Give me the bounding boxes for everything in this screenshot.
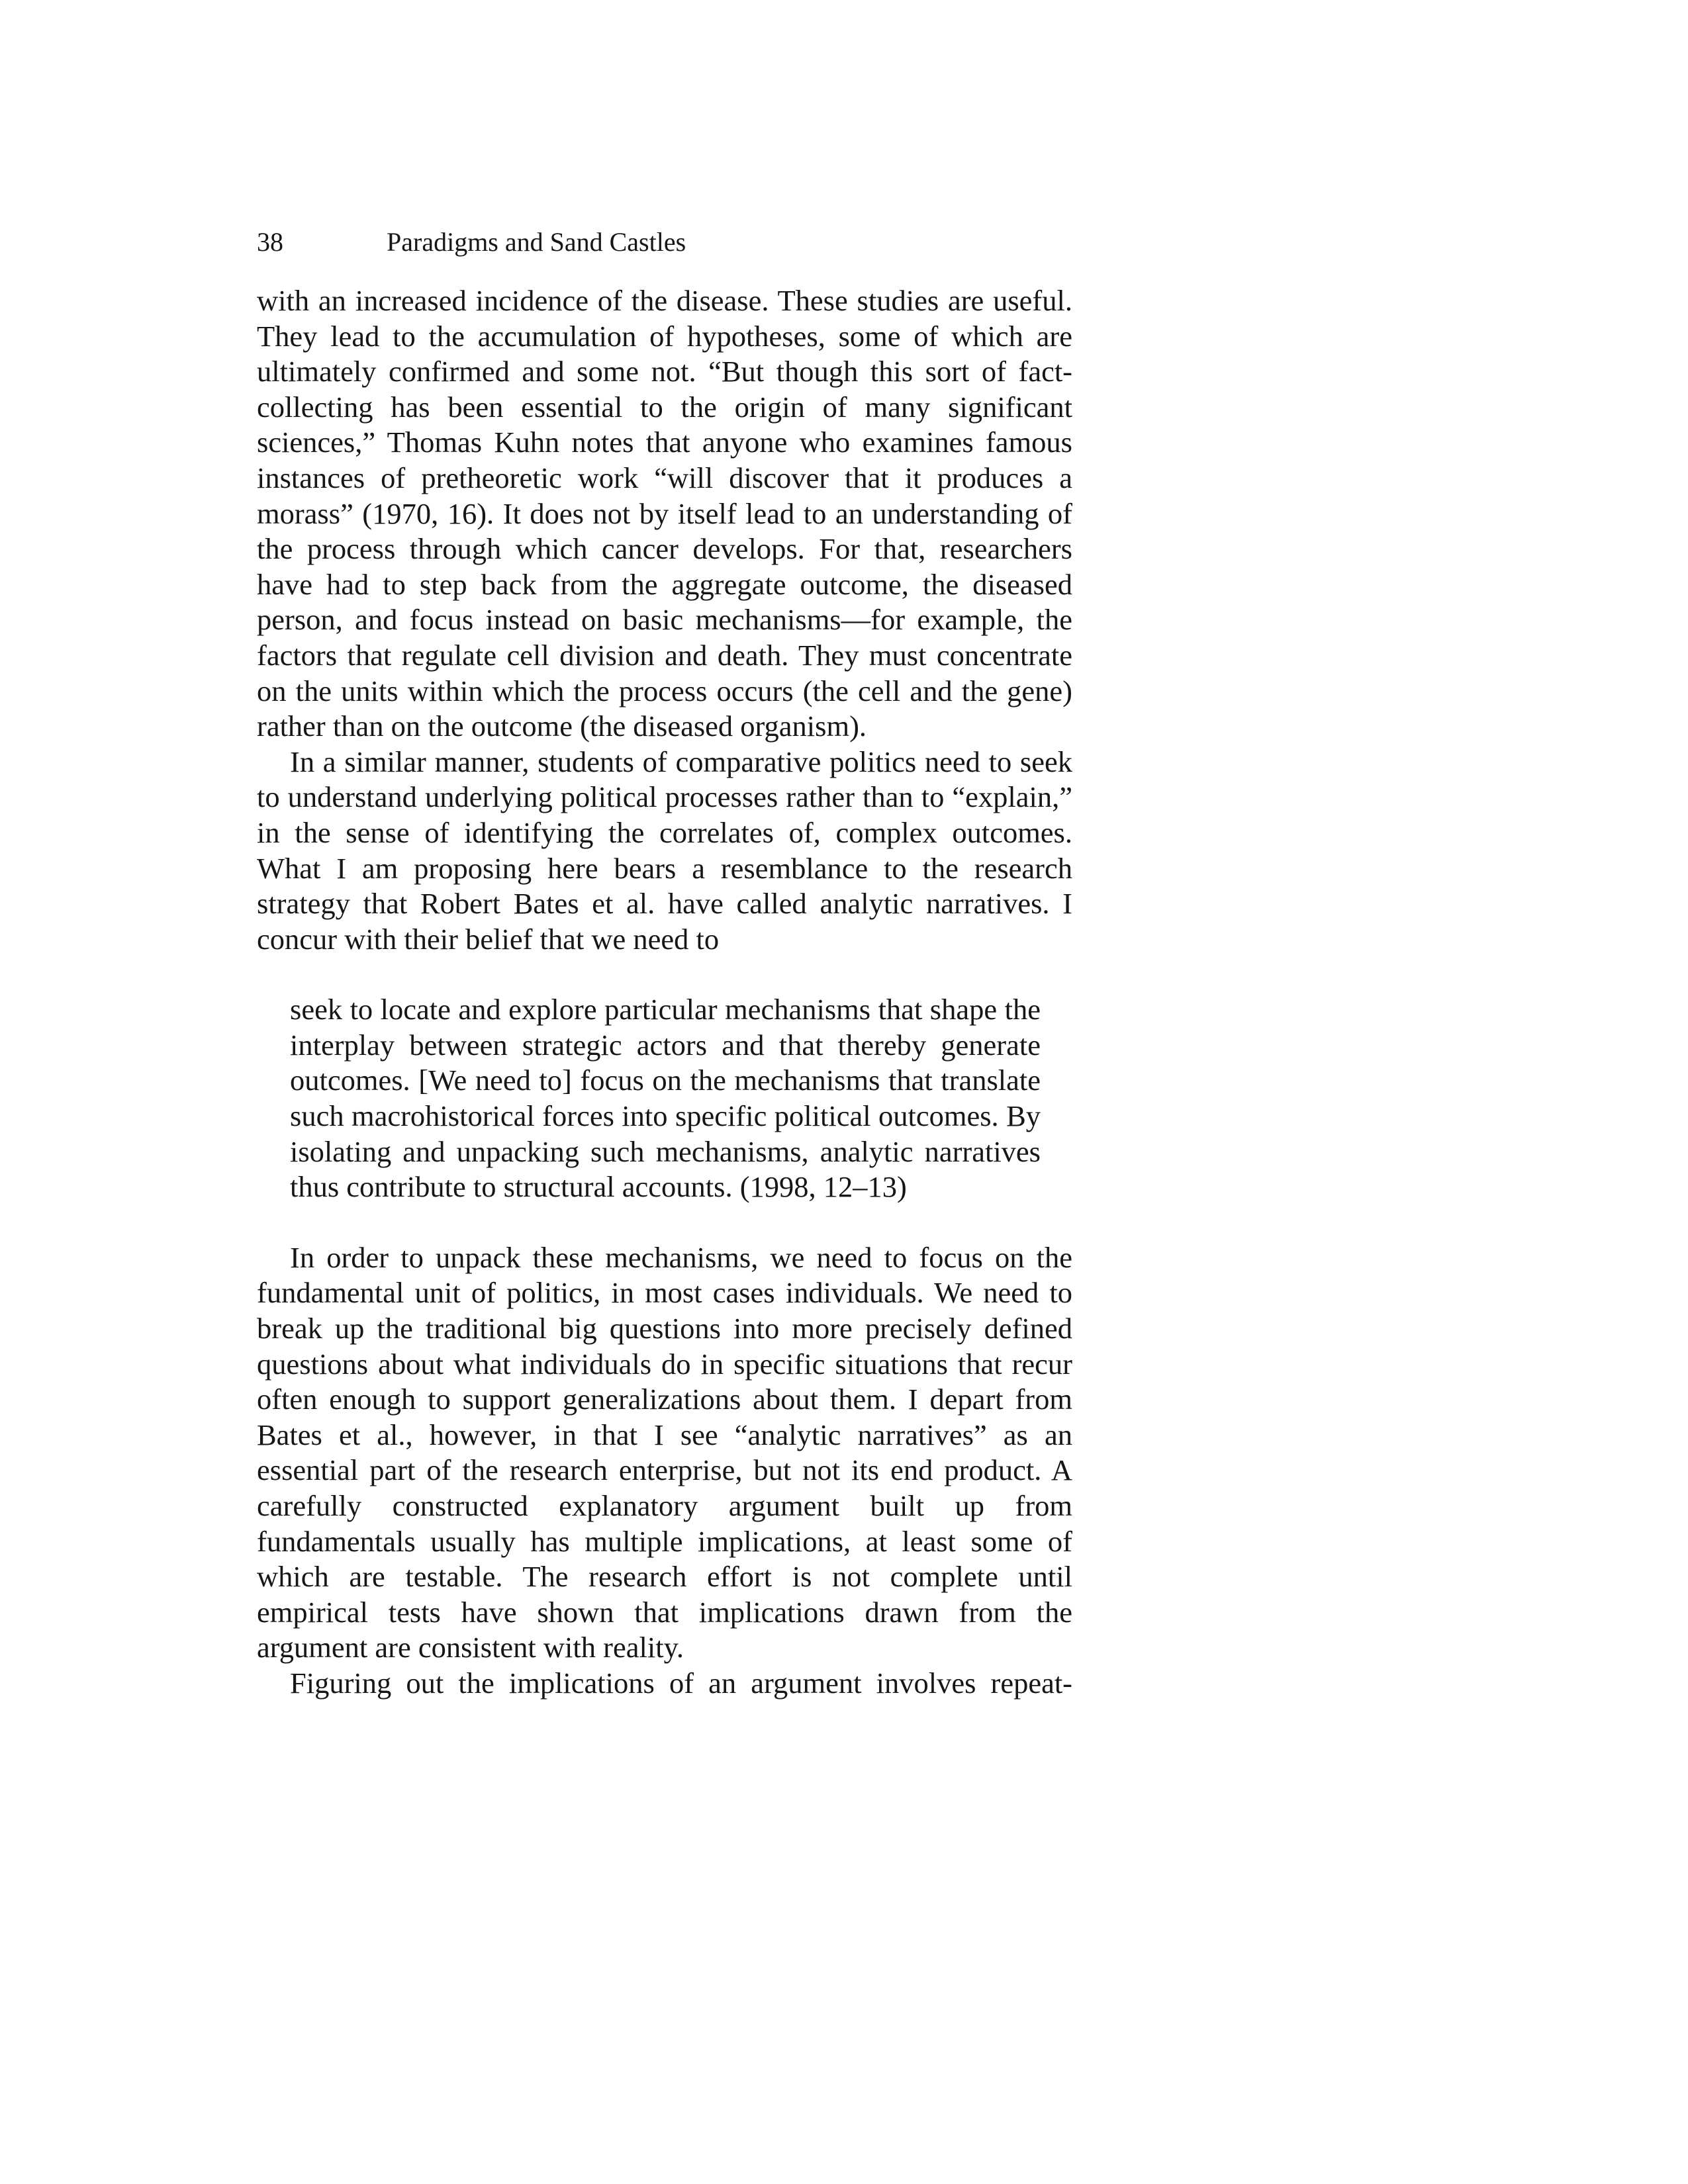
page-number: 38 [257, 227, 283, 257]
body-text [257, 283, 1072, 1702]
paragraph-analytic-narratives: In a similar manner, students of comparative politics need to seek to understand underlying political processes rather than to “explain,” in the sense of identifying the correlates of, complex outcomes. What I am proposing here bears a resemblance to the research strategy that Robert Bates et al. have called analytic narratives. I concur with their belief that we need to [257, 745, 1072, 956]
running-head [257, 222, 1078, 262]
running-head-title: Paradigms and Sand Castles [387, 227, 686, 257]
paragraph-implications: Figuring out the implications of an argument involves repeat- [290, 1666, 1072, 1700]
block-quote: seek to locate and explore particular mechanisms that shape the interplay between strategic actors and that thereby generate outcomes. [We need to] focus on the mechanisms that translate such macrohistorical forces into specific political outcomes. By isolating and unpacking such mechanisms, analytic narratives thus contribute to structural accounts. (1998, 12–13) [290, 993, 1041, 1204]
paragraph-continued: with an increased incidence of the disease. These studies are useful. They lead to the accumulation of hypotheses, some of which are ultimately confirmed and some not. “But though this sort of fact-collecting has been essential to the origin of many significant sciences,” Thomas Kuhn notes that anyone who examines famous instances of pretheoretic work “will discover that it produces a morass” (1970, 16). It does not by itself lead to an understanding of the process through which cancer develops. For that, researchers have had to step back from the aggregate outcome, the diseased person, and focus instead on basic mechanisms—for example, the factors that regulate cell division and death. They must concentrate on the units within which the process occurs (the cell and the gene) rather than on the outcome (the diseased organism). [257, 284, 1072, 743]
paragraph-unpack-mechanisms: In order to unpack these mechanisms, we need to focus on the fundamental unit of politics, in most cases individuals. We need to break up the traditional big questions into more precisely defined questions about what individuals do in specific situations that recur often enough to support generalizations about them. I depart from Bates et al., however, in that I see “analytic narratives” as an essential part of the research enterprise, but not its end product. A carefully constructed explanatory argument built up from fundamentals usually has multiple implications, at least some of which are testable. The research effort is not complete until empirical tests have shown that implications drawn from the argument are consistent with reality. [257, 1240, 1072, 1664]
